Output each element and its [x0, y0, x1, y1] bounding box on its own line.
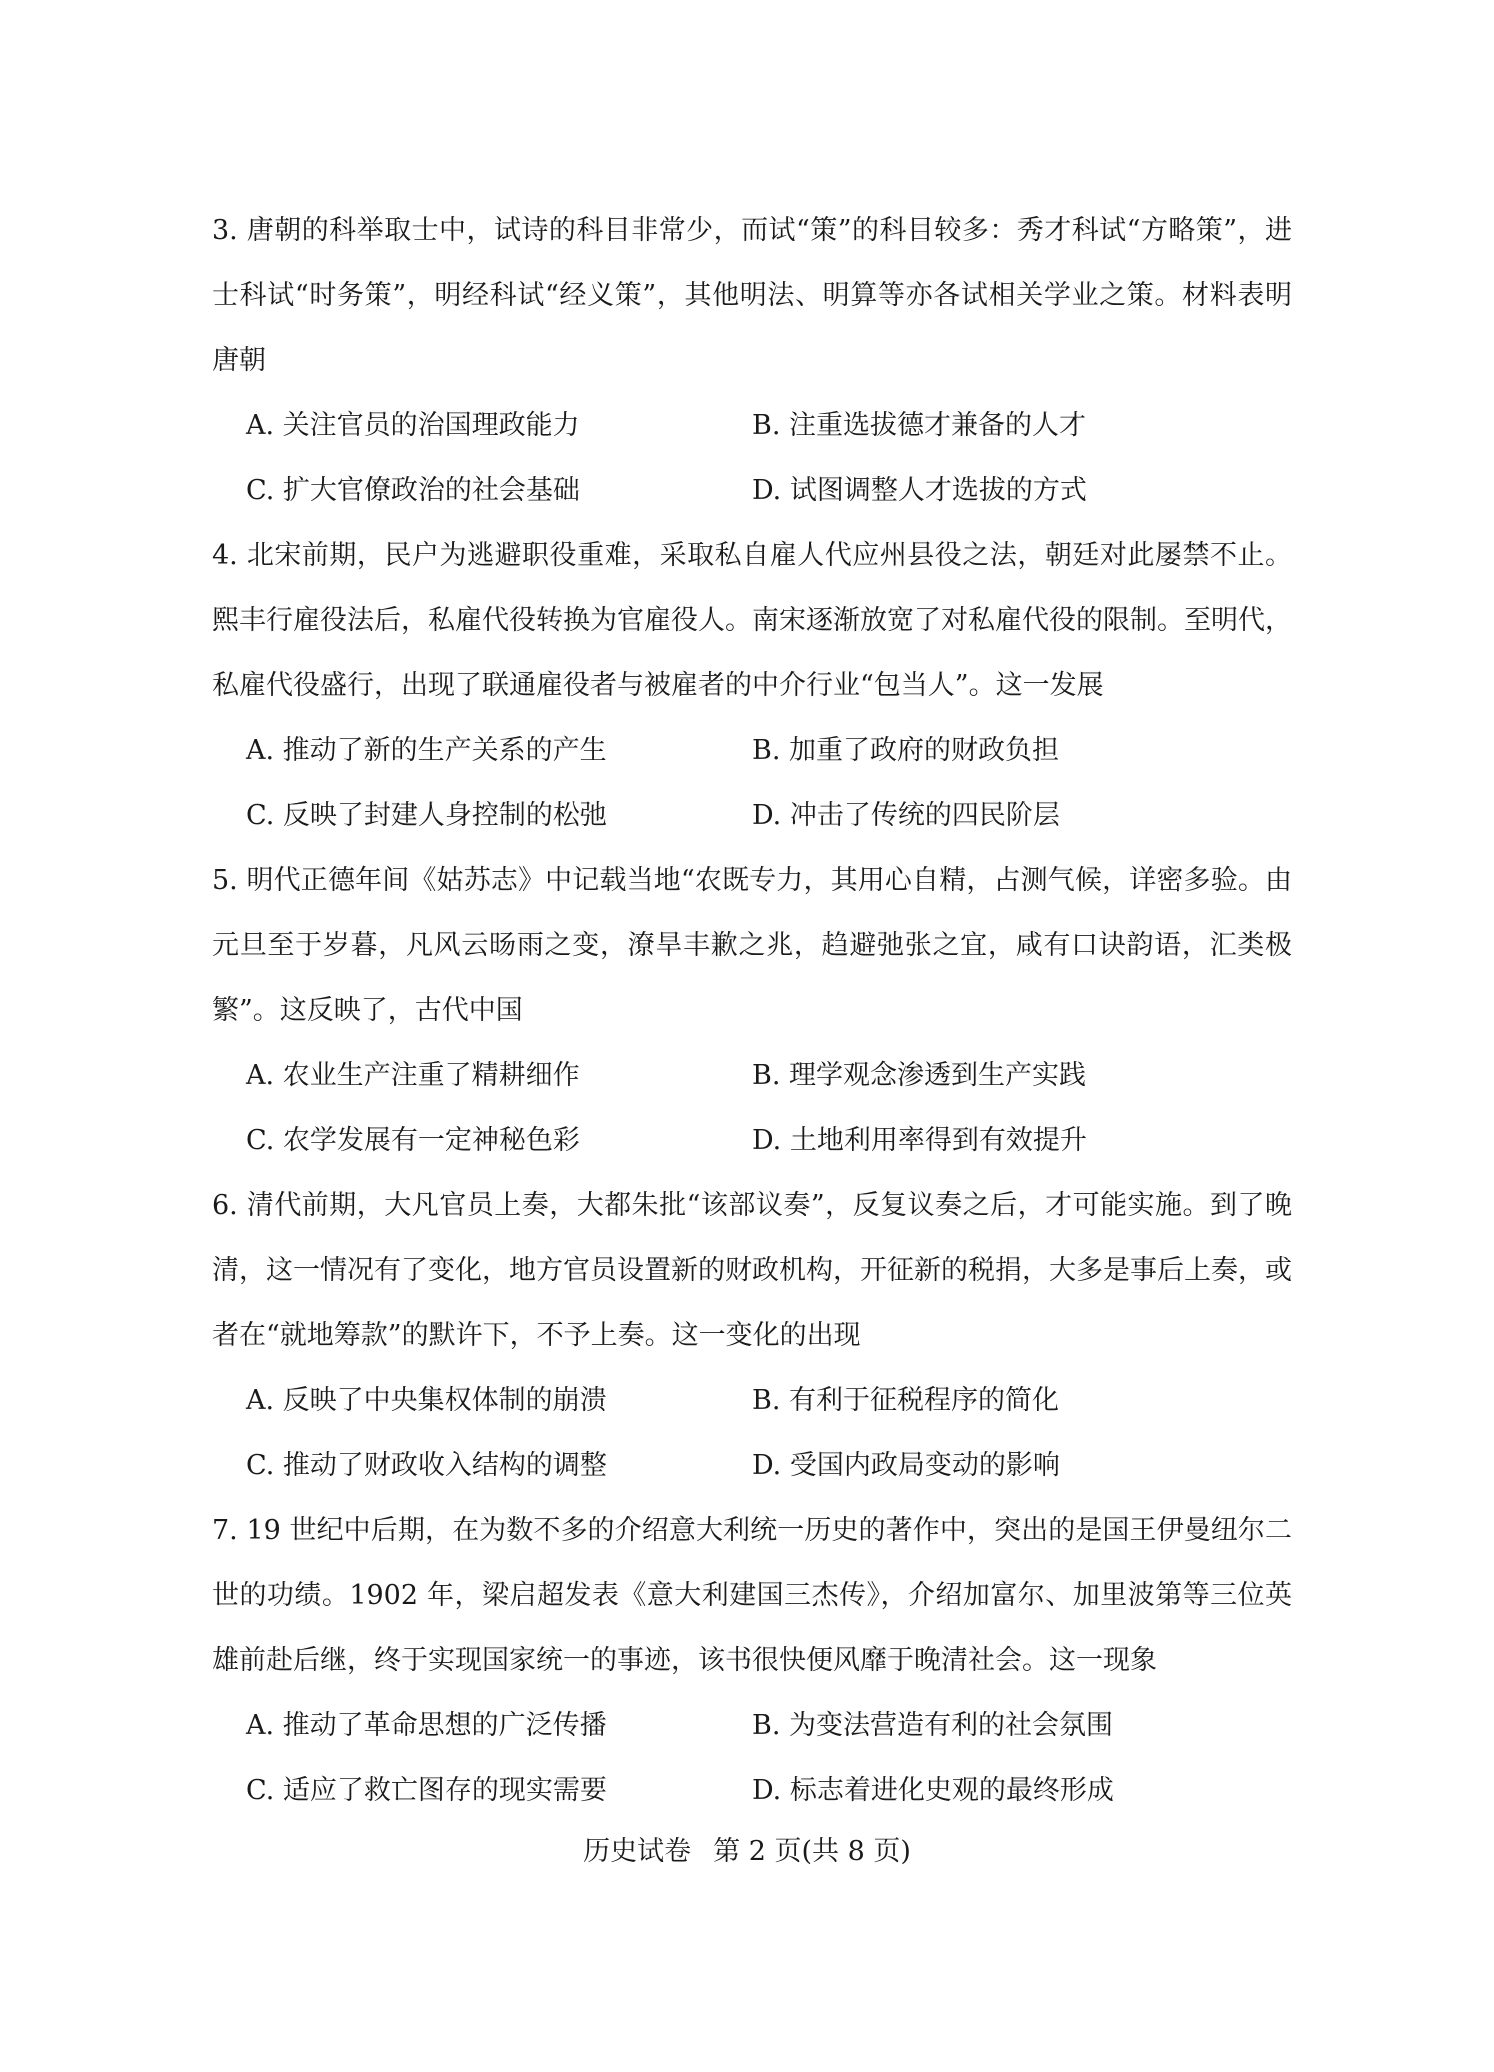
question-stem: 5. 明代正德年间《姑苏志》中记载当地“农既专力，其用心自精，占测气候，详密多验。由元旦至于岁暮，凡风云旸雨之变，潦旱丰歉之兆，趋避弛张之宜，咸有口诀韵语，汇类极繁”。这反映了，古代中国: [212, 865, 1292, 1026]
option-d: D. 冲击了传统的四民阶层: [752, 800, 1060, 831]
question-stem: 3. 唐朝的科举取士中，试诗的科目非常少，而试“策”的科目较多：秀才科试“方略策”，进士科试“时务策”，明经科试“经义策”，其他明法、明算等亦各试相关学业之策。材料表明唐朝: [212, 215, 1292, 376]
question-stem: 4. 北宋前期，民户为逃避职役重难，采取私自雇人代应州县役之法，朝廷对此屡禁不止。熙丰行雇役法后，私雇代役转换为官雇役人。南宋逐渐放宽了对私雇代役的限制。至明代，私雇代役盛行，出现了联通雇役者与被雇者的中介行业“包当人”。这一发展: [212, 540, 1292, 701]
footer-page-number: 第 2 页(共 8 页): [713, 1836, 911, 1867]
option-b: B. 加重了政府的财政负担: [752, 735, 1060, 766]
option-c: C. 反映了封建人身控制的松弛: [246, 800, 607, 831]
question-6: [212, 1173, 1292, 1498]
option-a: A. 农业生产注重了精耕细作: [246, 1060, 580, 1091]
option-b: B. 为变法营造有利的社会氛围: [752, 1710, 1114, 1741]
options-group: [212, 1693, 1292, 1823]
option-d: D. 土地利用率得到有效提升: [752, 1125, 1087, 1156]
question-stem: 7. 19 世纪中后期，在为数不多的介绍意大利统一历史的著作中，突出的是国王伊曼纽尔二世的功绩。1902 年，梁启超发表《意大利建国三杰传》，介绍加富尔、加里波第等三位英雄前赴后继，终于实现国家统一的事迹，该书很快便风靡于晚清社会。这一现象: [212, 1515, 1292, 1676]
option-d: D. 标志着进化史观的最终形成: [752, 1775, 1114, 1806]
option-b: B. 注重选拔德才兼备的人才: [752, 410, 1087, 441]
option-a: A. 推动了新的生产关系的产生: [246, 735, 607, 766]
option-c: C. 农学发展有一定神秘色彩: [246, 1125, 580, 1156]
options-group: [212, 718, 1292, 848]
question-5: [212, 848, 1292, 1173]
option-d: D. 受国内政局变动的影响: [752, 1450, 1060, 1481]
question-4: [212, 523, 1292, 848]
options-group: [212, 1043, 1292, 1173]
option-c: C. 扩大官僚政治的社会基础: [246, 475, 580, 506]
options-group: [212, 1368, 1292, 1498]
footer-subject: 历史试卷: [583, 1836, 692, 1867]
option-a: A. 反映了中央集权体制的崩溃: [246, 1385, 607, 1416]
options-group: [212, 393, 1292, 523]
option-c: C. 推动了财政收入结构的调整: [246, 1450, 607, 1481]
question-7: [212, 1498, 1292, 1823]
question-stem: 6. 清代前期，大凡官员上奏，大都朱批“该部议奏”，反复议奏之后，才可能实施。到了晚清，这一情况有了变化，地方官员设置新的财政机构，开征新的税捐，大多是事后上奏，或者在“就地筹款”的默许下，不予上奏。这一变化的出现: [212, 1190, 1292, 1351]
option-a: A. 推动了革命思想的广泛传播: [246, 1710, 607, 1741]
option-b: B. 有利于征税程序的简化: [752, 1385, 1060, 1416]
question-3: [212, 198, 1292, 523]
option-b: B. 理学观念渗透到生产实践: [752, 1060, 1087, 1091]
option-d: D. 试图调整人才选拔的方式: [752, 475, 1087, 506]
option-a: A. 关注官员的治国理政能力: [246, 410, 580, 441]
page-footer: [0, 1832, 1494, 1872]
option-c: C. 适应了救亡图存的现实需要: [246, 1775, 607, 1806]
